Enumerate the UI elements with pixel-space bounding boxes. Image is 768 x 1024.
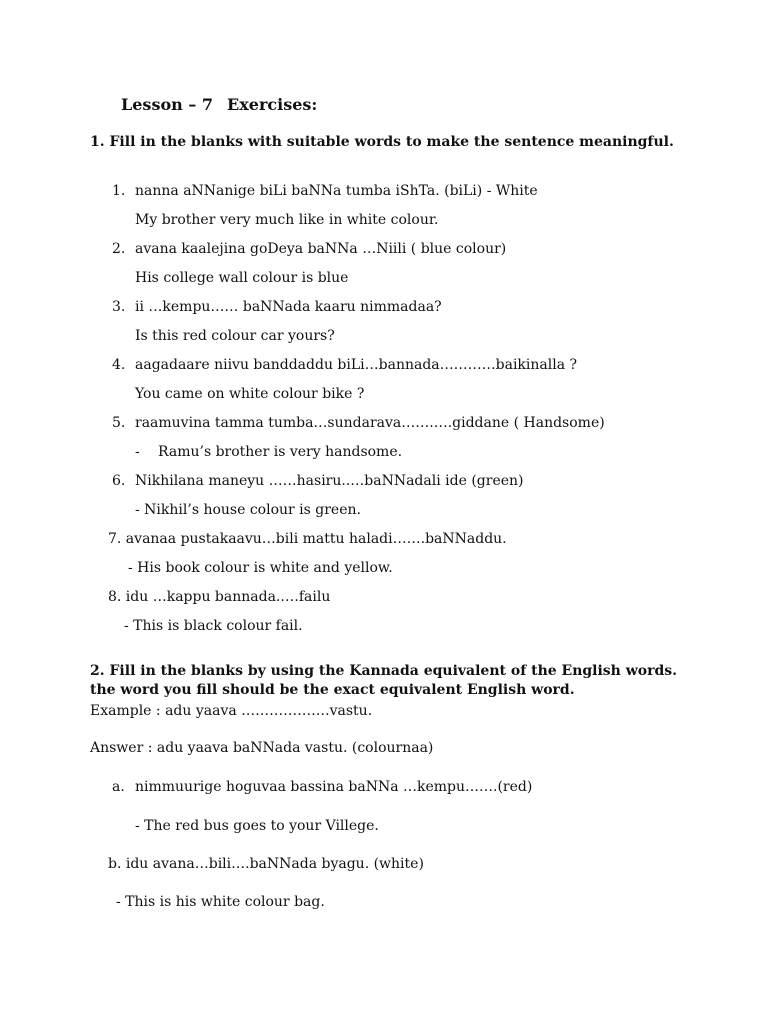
- item-2-translation: His college wall colour is blue: [135, 270, 349, 286]
- item-8-translation: - This is black colour fail.: [124, 618, 303, 634]
- example-line: Example : adu yaava ……………….vastu.: [90, 703, 373, 719]
- item-3-text: ii …kempu…… baNNada kaaru nimmadaa?: [135, 299, 442, 315]
- item-2-number: 2.: [112, 241, 126, 257]
- lesson-title: [121, 95, 317, 114]
- item-6-number: 6.: [112, 473, 126, 489]
- lesson-number: Lesson – 7: [121, 95, 214, 114]
- item-7-text: 7. avanaa pustakaavu…bili mattu haladi…….baNNaddu.: [108, 531, 507, 547]
- item-4-text: aagadaare niivu banddaddu biLi…bannada…………baikinalla ?: [135, 357, 577, 373]
- answer-line: Answer : adu yaava baNNada vastu. (colournaa): [90, 740, 434, 756]
- item-1-text: nanna aNNanige biLi baNNa tumba iShTa. (biLi) - White: [135, 183, 538, 199]
- item-1-translation: My brother very much like in white colour.: [135, 212, 439, 228]
- item-4-number: 4.: [112, 357, 126, 373]
- item-a-number: a.: [112, 779, 125, 795]
- item-6-text: Nikhilana maneyu ……hasiru..…baNNadali ide (green): [135, 473, 524, 489]
- item-8-text: 8. idu …kappu bannada..…failu: [108, 589, 331, 605]
- item-a-translation: - The red bus goes to your Villege.: [135, 818, 379, 834]
- section-2-heading: 2. Fill in the blanks by using the Kannada equivalent of the English words. the word you fill should be the exact equivalent English word.: [90, 663, 678, 698]
- section-1-heading: 1. Fill in the blanks with suitable words to make the sentence meaningful.: [90, 134, 674, 150]
- item-1-number: 1.: [112, 183, 126, 199]
- item-5-translation-dash: -: [135, 444, 140, 460]
- item-2-text: avana kaalejina goDeya baNNa …Niili ( blue colour): [135, 241, 507, 257]
- item-3-translation: Is this red colour car yours?: [135, 328, 335, 344]
- item-6-translation: - Nikhil’s house colour is green.: [135, 502, 361, 518]
- item-3-number: 3.: [112, 299, 126, 315]
- lesson-subtitle: Exercises:: [227, 95, 318, 114]
- item-5-text: raamuvina tamma tumba…sundarava…….….giddane ( Handsome): [135, 415, 605, 431]
- item-4-translation: You came on white colour bike ?: [135, 386, 365, 402]
- item-a-text: nimmuurige hoguvaa bassina baNNa …kempu…….(red): [135, 779, 533, 795]
- item-5-translation: Ramu’s brother is very handsome.: [158, 444, 403, 460]
- item-b-translation: - This is his white colour bag.: [116, 894, 325, 910]
- item-5-number: 5.: [112, 415, 126, 431]
- item-b-text: b. idu avana…bili….baNNada byagu. (white): [108, 856, 424, 872]
- item-7-translation: - His book colour is white and yellow.: [128, 560, 393, 576]
